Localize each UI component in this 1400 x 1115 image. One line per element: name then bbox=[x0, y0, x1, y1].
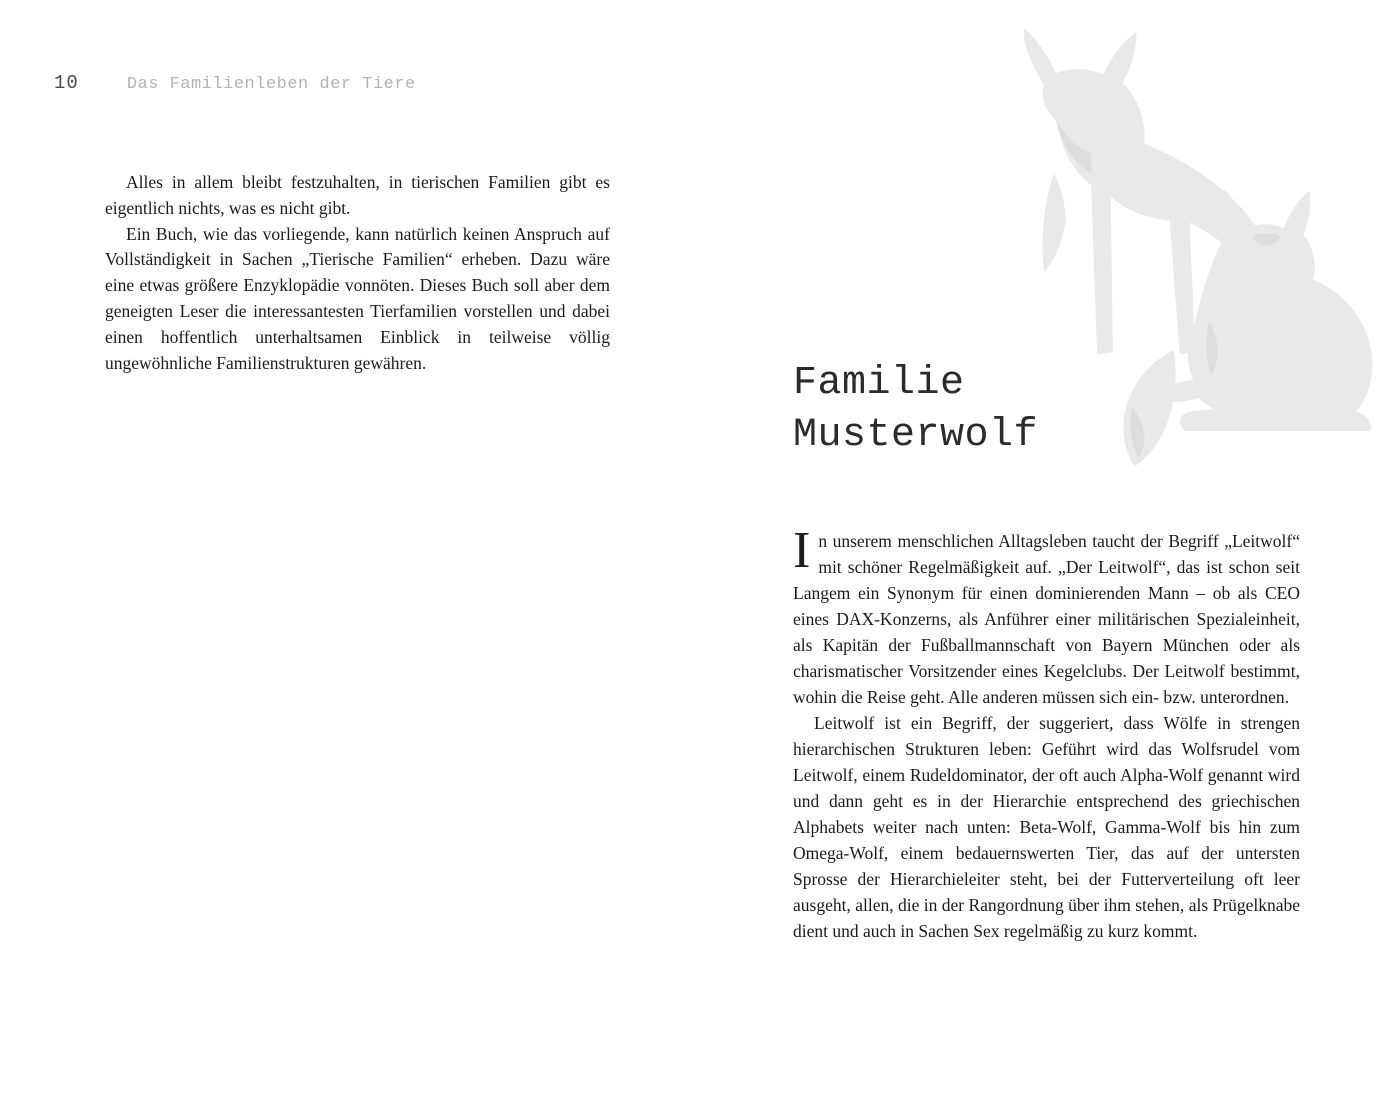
right-page-body bbox=[793, 522, 1300, 944]
right-paragraph-1 bbox=[793, 522, 1300, 710]
chapter-title-line-2: Musterwolf bbox=[793, 413, 1039, 458]
left-page-body bbox=[105, 170, 610, 376]
left-paragraph-1: Alles in allem bleibt festzuhalten, in tierischen Familien gibt es eigentlich nichts, was es nicht gibt. bbox=[105, 172, 610, 218]
right-paragraph-1-text: n unserem menschlichen Alltagsleben taucht der Begriff „Leitwolf“ mit schöner Regelmäßigkeit auf. „Der Leitwolf“, das ist schon seit Langem ein Synonym für einen dominierenden Mann – ob als CEO eines DAX-Konzerns, als Anführer einer militärischen Spezialeinheit, als Kapitän der Fußballmannschaft von Bayern München oder als charismatischer Vorsitzender eines Kegelclubs. Der Leitwolf bestimmt, wohin die Reise geht. Alle anderen müssen sich ein- bzw. unterordnen. bbox=[793, 531, 1300, 707]
chapter-title bbox=[793, 358, 1038, 462]
right-paragraph-2: Leitwolf ist ein Begriff, der suggeriert, dass Wölfe in strengen hierarchischen Strukturen leben: Geführt wird das Wolfsrudel vom Leitwolf, einem Rudeldominator, der oft auch Alpha-Wolf genannt wird und dann geht es in der Hierarchie entsprechend des griechischen Alphabets weiter nach unten: Beta-Wolf, Gamma-Wolf bis hin zum Omega-Wolf, einem bedauernswerten Tier, das auf der untersten Sprosse der Hierarchieleiter steht, bei der Futterverteilung oft leer ausgeht, allen, die in der Rangordnung über ihm stehen, als Prügelknabe dient und auch in Sachen Sex regelmäßig zu kurz kommt. bbox=[793, 713, 1300, 941]
page-number: 10 bbox=[54, 72, 79, 94]
left-paragraph-2: Ein Buch, wie das vorliegende, kann natürlich keinen Anspruch auf Vollständigkeit in Sachen „Tierische Familien“ erheben. Dazu wäre eine etwas größere Enzyklopädie vonnöten. Dieses Buch soll aber dem geneigten Leser die interessantesten Tierfamilien vorstellen und dabei einen hoffentlich unterhaltsamen Einblick in teilweise völlig ungewöhnliche Familienstrukturen gewähren. bbox=[105, 223, 610, 373]
chapter-title-line-1: Familie bbox=[793, 361, 965, 406]
left-page-header bbox=[54, 72, 614, 94]
drop-cap: I bbox=[793, 522, 811, 579]
running-header: Das Familienleben der Tiere bbox=[126, 75, 416, 94]
